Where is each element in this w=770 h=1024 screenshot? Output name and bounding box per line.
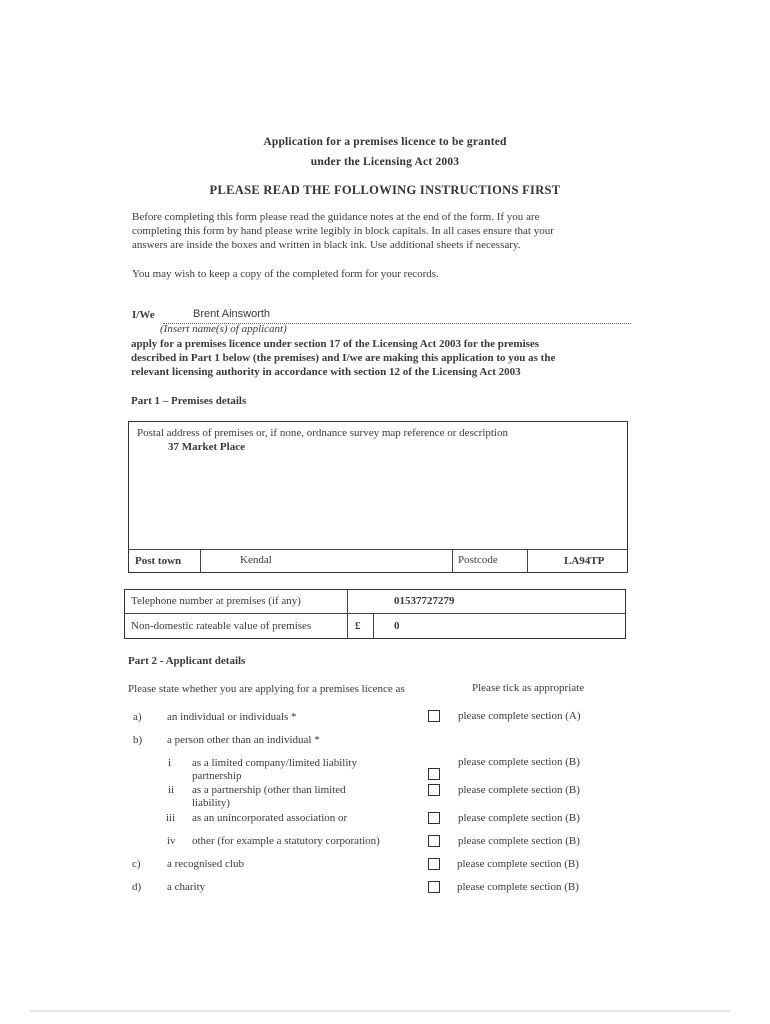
option-bi-marker: i bbox=[168, 757, 172, 769]
option-a-checkbox[interactable] bbox=[428, 710, 440, 722]
intro-records-note: You may wish to keep a copy of the completed form for your records. bbox=[132, 268, 439, 280]
part1-heading: Part 1 – Premises details bbox=[131, 395, 247, 407]
telephone-col-divider bbox=[347, 589, 348, 639]
applicant-type-question: Please state whether you are applying for a premises licence as bbox=[128, 683, 405, 695]
option-bii-label-line1: as a partnership (other than limited bbox=[192, 784, 346, 796]
option-c-label: a recognised club bbox=[167, 858, 244, 870]
option-biii-action: please complete section (B) bbox=[458, 812, 580, 824]
form-title-line2: under the Licensing Act 2003 bbox=[310, 156, 460, 168]
option-biii-marker: iii bbox=[166, 812, 176, 824]
postcode-field[interactable]: LA94TP bbox=[564, 555, 605, 567]
option-a-label: an individual or individuals * bbox=[167, 711, 297, 723]
option-biv-action: please complete section (B) bbox=[458, 835, 580, 847]
option-bi-label-line2: partnership bbox=[192, 770, 242, 782]
option-b-label: a person other than an individual * bbox=[167, 734, 320, 746]
applicant-prefix: I/We bbox=[132, 309, 155, 321]
post-town-row-divider bbox=[128, 549, 628, 550]
applicant-name-hint: (Insert name(s) of applicant) bbox=[160, 323, 287, 335]
option-bi-label-line1: as a limited company/limited liability bbox=[192, 757, 357, 769]
premises-address-field[interactable]: 37 Market Place bbox=[168, 441, 245, 453]
option-biv-label: other (for example a statutory corporation) bbox=[192, 835, 380, 847]
postcode-label-divider bbox=[452, 549, 453, 573]
option-bii-marker: ii bbox=[168, 784, 175, 796]
option-bii-label-line2: liability) bbox=[192, 797, 230, 809]
post-town-field[interactable]: Kendal bbox=[240, 554, 272, 566]
option-d-label: a charity bbox=[167, 881, 206, 893]
declaration-line-1: apply for a premises licence under section 17 of the Licensing Act 2003 for the premises bbox=[131, 338, 540, 350]
option-d-checkbox[interactable] bbox=[428, 881, 440, 893]
applicant-name-field[interactable]: Brent Ainsworth bbox=[193, 308, 271, 320]
tick-hint: Please tick as appropriate bbox=[472, 682, 585, 694]
option-bii-action: please complete section (B) bbox=[458, 784, 580, 796]
postcode-label: Postcode bbox=[458, 554, 498, 566]
rateable-value-field[interactable]: 0 bbox=[394, 620, 400, 632]
instructions-heading: PLEASE READ THE FOLLOWING INSTRUCTIONS FIRST bbox=[209, 183, 561, 197]
option-bi-action: please complete section (B) bbox=[458, 756, 580, 768]
declaration-line-2: described in Part 1 below (the premises) and I/we are making this application to you as the bbox=[131, 352, 556, 364]
option-a-action: please complete section (A) bbox=[458, 710, 581, 722]
premises-address-label: Postal address of premises or, if none, ordnance survey map reference or description bbox=[137, 427, 508, 439]
option-c-marker: c) bbox=[132, 858, 141, 870]
part2-heading: Part 2 - Applicant details bbox=[128, 655, 246, 667]
intro-line-2: completing this form by hand please write legibly in block capitals. In all cases ensure that your bbox=[132, 225, 554, 237]
option-c-action: please complete section (B) bbox=[457, 858, 579, 870]
postcode-value-divider bbox=[527, 549, 528, 573]
option-biv-checkbox[interactable] bbox=[428, 835, 440, 847]
rateable-currency: £ bbox=[355, 620, 361, 632]
intro-line-1: Before completing this form please read the guidance notes at the end of the form. If you are bbox=[132, 211, 540, 223]
telephone-field[interactable]: 01537727279 bbox=[394, 595, 455, 607]
currency-col-divider bbox=[373, 613, 374, 639]
scan-edge-line bbox=[30, 1010, 730, 1012]
telephone-row-divider bbox=[124, 613, 626, 614]
telephone-label: Telephone number at premises (if any) bbox=[131, 595, 301, 607]
option-biii-checkbox[interactable] bbox=[428, 812, 440, 824]
rateable-value-label: Non-domestic rateable value of premises bbox=[131, 620, 312, 632]
option-b-marker: b) bbox=[133, 734, 143, 746]
option-d-action: please complete section (B) bbox=[457, 881, 579, 893]
form-title-line1: Application for a premises licence to be granted bbox=[263, 136, 507, 148]
option-bii-checkbox[interactable] bbox=[428, 784, 440, 796]
option-bi-checkbox[interactable] bbox=[428, 768, 440, 780]
option-biv-marker: iv bbox=[167, 835, 176, 847]
intro-line-3: answers are inside the boxes and written in black ink. Use additional sheets if necessary. bbox=[132, 239, 521, 251]
post-town-label: Post town bbox=[135, 555, 182, 567]
declaration-line-3: relevant licensing authority in accordance with section 12 of the Licensing Act 2003 bbox=[131, 366, 521, 378]
option-c-checkbox[interactable] bbox=[428, 858, 440, 870]
option-a-marker: a) bbox=[133, 711, 142, 723]
option-biii-label: as an unincorporated association or bbox=[192, 812, 348, 824]
option-d-marker: d) bbox=[132, 881, 142, 893]
post-town-divider bbox=[200, 549, 201, 573]
